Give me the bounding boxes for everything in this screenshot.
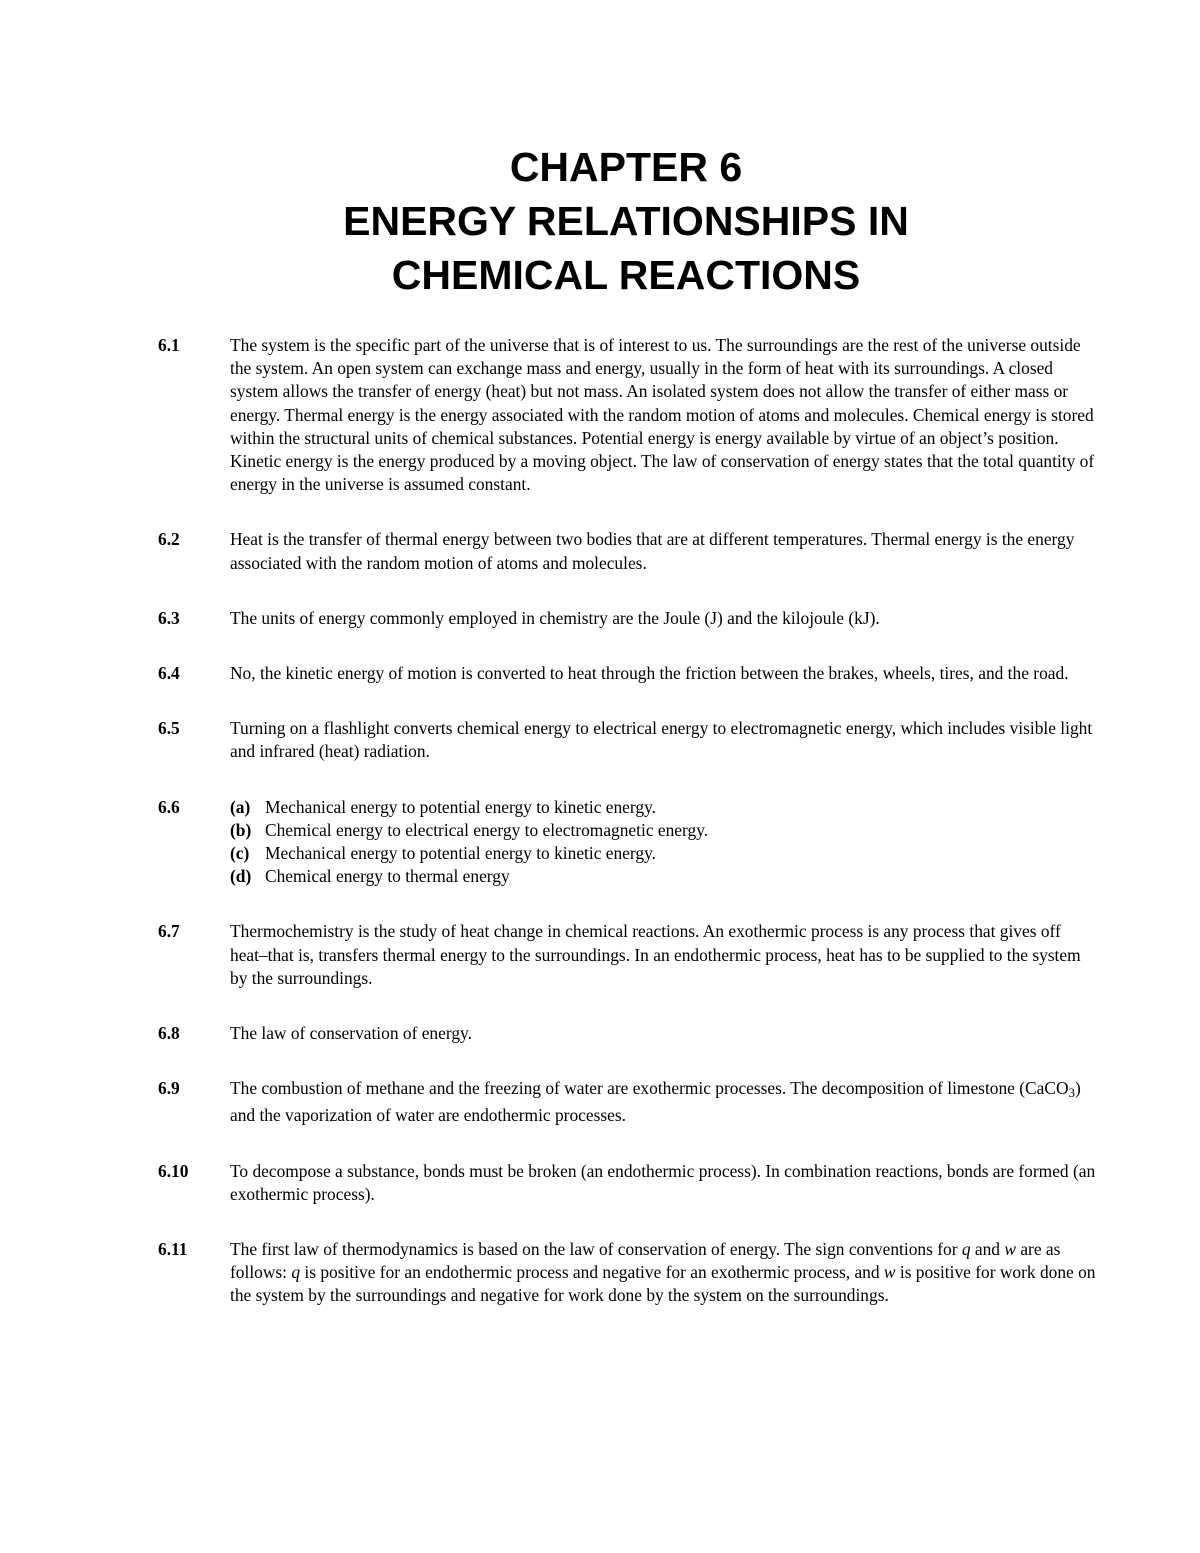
answer-text: Thermochemistry is the study of heat change in chemical reactions. An exothermic process is any process that gives off heat–that is, transfers thermal energy to the surroundings. In an endothermic process, heat has to be supplied to the system by the surroundings. (230, 921, 1081, 988)
answer-list (158, 334, 1098, 1340)
subitem-text: Chemical energy to electrical energy to electromagnetic energy. (265, 819, 709, 840)
answer-text-part: and (970, 1239, 1005, 1260)
chapter-title-line-2: CHEMICAL REACTIONS (391, 252, 861, 298)
subitem-a (230, 796, 1098, 819)
variable-q: q (961, 1239, 971, 1260)
answer-number: 6.9 (158, 1078, 180, 1099)
answer-number: 6.10 (158, 1160, 189, 1181)
answer-text: Turning on a flashlight converts chemical energy to electrical energy to electromagnetic energy, which includes visible light and infrared (heat) radiation. (230, 718, 1093, 762)
subitem-label: (d) (230, 866, 252, 887)
subitem-text: Mechanical energy to potential energy to kinetic energy. (265, 843, 656, 864)
answer-number: 6.11 (158, 1239, 188, 1260)
subitem-label: (b) (230, 819, 252, 840)
answer-text-part: ) and the vaporization of water are endothermic processes. (230, 1078, 1081, 1126)
chapter-number: CHAPTER 6 (509, 144, 743, 190)
answer-number: 6.5 (158, 718, 180, 739)
subitem-label: (c) (230, 843, 250, 864)
variable-q: q (291, 1262, 301, 1283)
subitem-label: (a) (230, 796, 251, 817)
answer-text: No, the kinetic energy of motion is converted to heat through the friction between the brakes, wheels, tires, and the road. (230, 663, 1069, 684)
variable-w: w (1004, 1239, 1016, 1260)
answer-text: To decompose a substance, bonds must be broken (an endothermic process). In combination reactions, bonds are formed (an exothermic process). (230, 1160, 1096, 1204)
answer-text-part: are as follows: (230, 1239, 1061, 1283)
answer-number: 6.2 (158, 529, 180, 550)
subitem-text: Chemical energy to thermal energy (265, 866, 510, 887)
answer-number: 6.1 (158, 335, 180, 355)
answer-text: The law of conservation of energy. (230, 1023, 472, 1044)
answer-number: 6.8 (158, 1023, 180, 1044)
answer-6-4 (158, 662, 1098, 685)
answer-6-5 (158, 717, 1098, 763)
answer-text (230, 1077, 1098, 1127)
answer-number: 6.3 (158, 607, 180, 628)
answer-6-8 (158, 1022, 1098, 1045)
answer-text-part: The combustion of methane and the freezing of water are exothermic processes. The decomposition of limestone (CaCO (230, 1078, 1069, 1099)
answer-number: 6.7 (158, 921, 180, 942)
answer-6-6 (158, 796, 1098, 889)
variable-w: w (883, 1262, 896, 1283)
subscript: 3 (1068, 1085, 1076, 1101)
subitem-b (230, 819, 1098, 842)
answer-text: The units of energy commonly employed in chemistry are the Joule (J) and the kilojoule (kJ). (230, 607, 880, 628)
chapter-title-line-1: ENERGY RELATIONSHIPS IN (343, 198, 909, 244)
answer-6-1 (158, 334, 1098, 496)
answer-6-3 (158, 607, 1098, 630)
answer-number: 6.4 (158, 663, 180, 684)
answer-6-9 (158, 1077, 1098, 1127)
answer-text: Heat is the transfer of thermal energy between two bodies that are at different temperatures. Thermal energy is the energy associated with the random motion of atoms and molecules. (230, 529, 1075, 573)
answer-6-2 (158, 528, 1098, 574)
answer-6-7 (158, 920, 1098, 990)
subitem-d (230, 865, 1098, 888)
answer-number: 6.6 (158, 796, 180, 817)
answer-text-part: is positive for an endothermic process and negative for an exothermic process, and (300, 1262, 884, 1283)
answer-text: The system is the specific part of the universe that is of interest to us. The surroundings are the rest of the universe outside the system. An open system can exchange mass and energy, usually in the form of heat with its surroundings. A closed system allows the transfer of energy (heat) but not mass. An isolated system does not allow the transfer of either mass or energy. Thermal energy is the energy associated with the random motion of atoms and molecules. Chemical energy is stored within the structural units of chemical substances. Potential energy is energy available by virtue of an object’s position. Kinetic energy is the energy produced by a moving object. The law of conservation of energy states that the total quantity of energy in the universe is assumed constant. (230, 335, 1095, 495)
chapter-title (0, 140, 1200, 302)
subitem-c (230, 842, 1098, 865)
answer-6-10 (158, 1160, 1098, 1206)
answer-subitems (230, 796, 1098, 889)
answer-6-11 (158, 1238, 1098, 1308)
subitem-text: Mechanical energy to potential energy to kinetic energy. (265, 796, 656, 817)
answer-text-part: The first law of thermodynamics is based on the law of conservation of energy. The sign conventions for (230, 1239, 962, 1260)
answer-text (230, 1238, 1098, 1308)
answer-text-part: is positive for work done on the system by the surroundings and negative for work done by the system on the surroundings. (230, 1262, 1096, 1306)
